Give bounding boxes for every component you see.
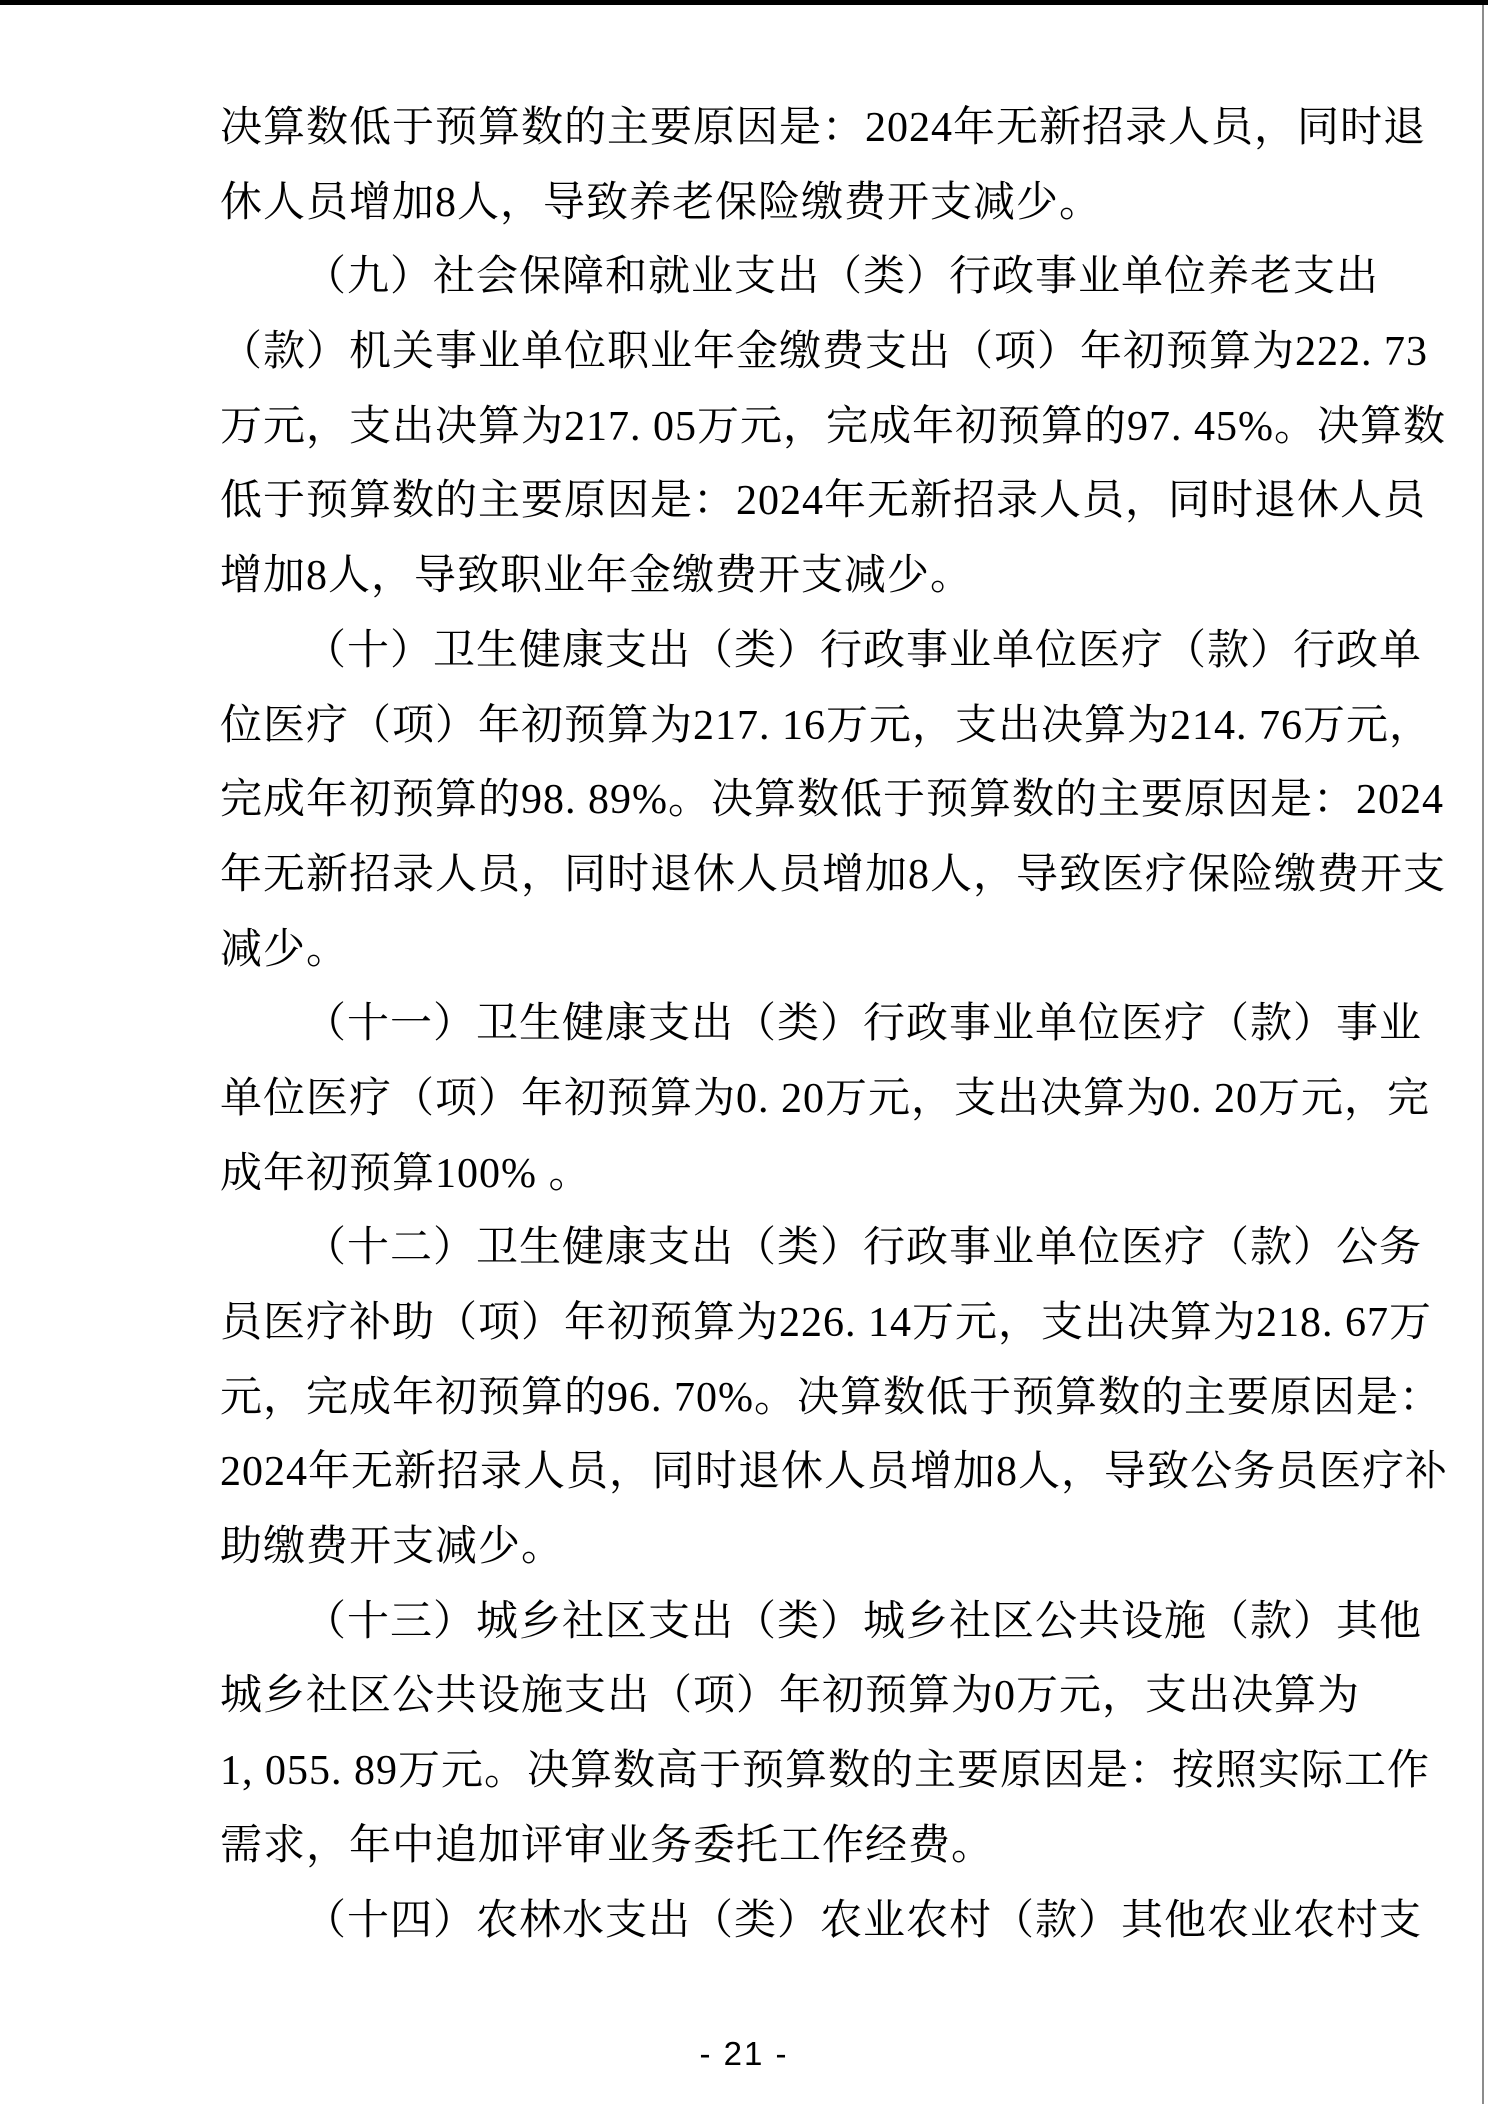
- text-line: 1, 055. 89万元。决算数高于预算数的主要原因是：按照实际工作: [220, 1748, 1431, 1795]
- section-heading-10: （十）卫生健康支出（类）行政事业单位医疗（款）行政单: [304, 627, 1423, 674]
- page-footer: [0, 2034, 1488, 2074]
- text-line: 成年初预算100% 。: [220, 1150, 592, 1197]
- text-line: 年无新招录人员，同时退休人员增加8人，导致医疗保险缴费开支: [220, 851, 1447, 898]
- text-line: 助缴费开支减少。: [220, 1524, 565, 1571]
- text-line: 减少。: [220, 926, 350, 973]
- text-line: 需求，年中追加评审业务委托工作经费。: [220, 1822, 995, 1869]
- text-line: 城乡社区公共设施支出（项）年初预算为0万元，支出决算为: [220, 1673, 1361, 1720]
- text-line: 元，完成年初预算的96. 70%。决算数低于预算数的主要原因是：: [220, 1374, 1442, 1421]
- section-heading-11: （十一）卫生健康支出（类）行政事业单位医疗（款）事业: [304, 1001, 1423, 1048]
- text-line: 增加8人，导致职业年金缴费开支减少。: [220, 553, 974, 600]
- text-line: 单位医疗（项）年初预算为0. 20万元，支出决算为0. 20万元，完: [220, 1075, 1431, 1122]
- text-line: 决算数低于预算数的主要原因是：2024年无新招录人员，同时退: [220, 105, 1427, 151]
- scan-right-edge: [1482, 5, 1484, 2104]
- text-line: 休人员增加8人，导致养老保险缴费开支减少。: [220, 179, 1103, 226]
- text-line: 万元，支出决算为217. 05万元，完成年初预算的97. 45%。决算数: [220, 403, 1446, 450]
- section-heading-9: （九）社会保障和就业支出（类）行政事业单位养老支出: [304, 254, 1380, 301]
- section-heading-13: （十三）城乡社区支出（类）城乡社区公共设施（款）其他: [304, 1598, 1423, 1645]
- section-heading-12: （十二）卫生健康支出（类）行政事业单位医疗（款）公务: [304, 1225, 1423, 1272]
- text-line: 低于预算数的主要原因是：2024年无新招录人员，同时退休人员: [220, 478, 1427, 525]
- text-line: 完成年初预算的98. 89%。决算数低于预算数的主要原因是：2024: [220, 777, 1444, 824]
- section-heading-14: （十四）农林水支出（类）农业农村（款）其他农业农村支: [304, 1897, 1423, 1944]
- document-body: [220, 91, 1449, 1958]
- text-line: （款）机关事业单位职业年金缴费支出（项）年初预算为222. 73: [220, 329, 1429, 376]
- text-line: 位医疗（项）年初预算为217. 16万元，支出决算为214. 76万元，: [220, 702, 1433, 749]
- text-line: 员医疗补助（项）年初预算为226. 14万元，支出决算为218. 67万: [220, 1300, 1433, 1346]
- scan-top-edge: [0, 0, 1488, 5]
- text-line: 2024年无新招录人员，同时退休人员增加8人，导致公务员医疗补: [220, 1449, 1449, 1496]
- page-number: - 21 -: [699, 2035, 789, 2072]
